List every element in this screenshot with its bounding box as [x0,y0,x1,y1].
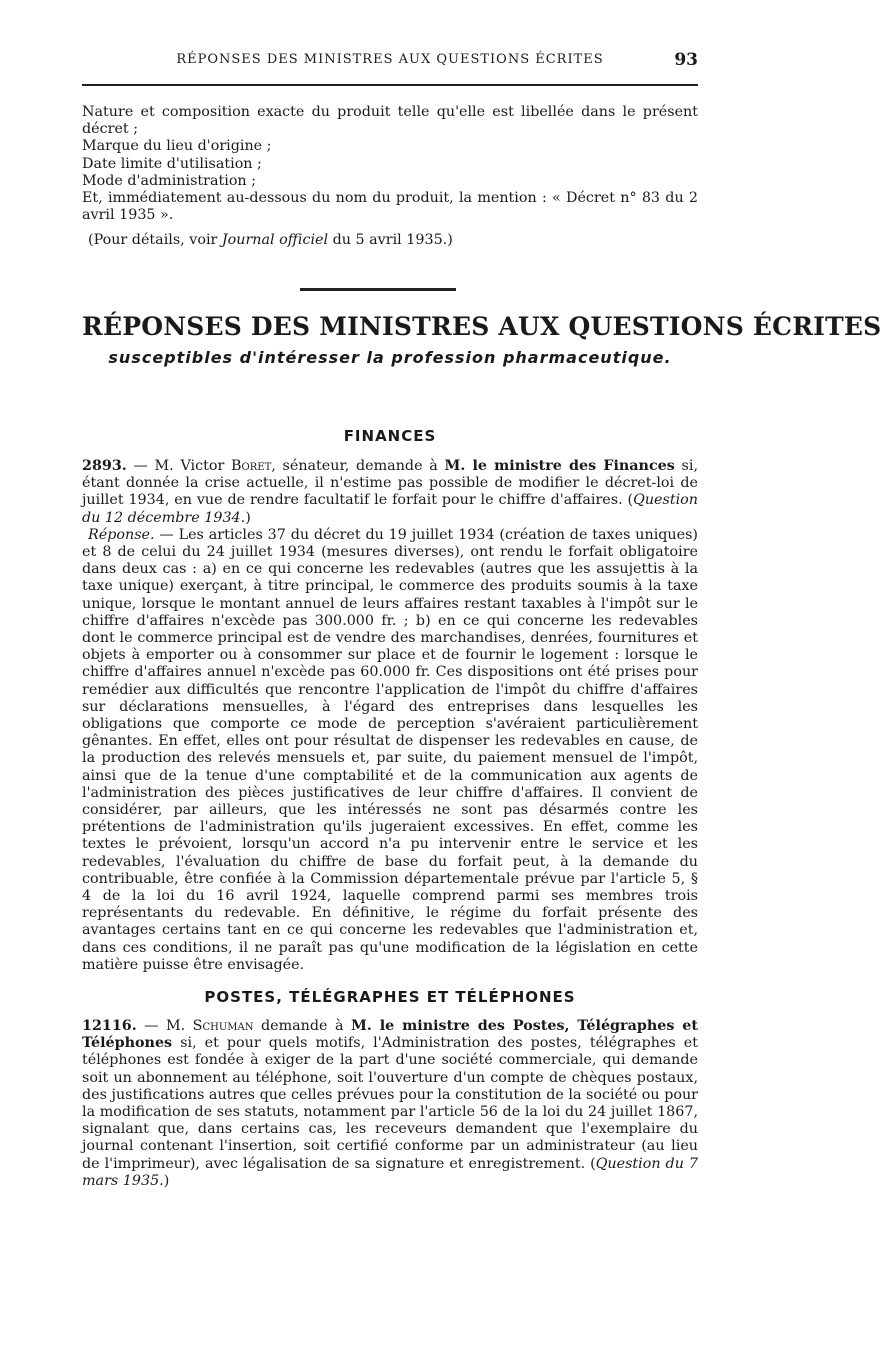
intro-line-5: Et, immédiatement au-dessous du nom du produit, la mention : « Décret n° 83 du 2 avril 1935 ». [82,190,698,224]
page-subtitle: susceptibles d'intéresser la profession pharmaceutique. [108,348,672,367]
section-divider [300,288,456,291]
heading-postes: POSTES, TÉLÉGRAPHES ET TÉLÉPHONES [204,988,576,1006]
intro-line-3: Date limite d'utilisation ; [82,155,262,172]
intro-list [82,104,698,250]
question-12116: 12116. — M. Schuman demande à M. le ministre des Postes, Télégraphes et Téléphones si, et pour quels motifs, l'Administration des postes, télégraphes et téléphones est fondée à exiger de la part d'une société commerciale, qui demande soit un abonnement au téléphone, soit l'ouverture d'un compte de chèques postaux, des justifications autres que celles prévues pour la constitution de la société ou pour la modification de ses statuts, notamment par l'article 56 de la loi du 24 juillet 1867, signalant que, dans certains cas, les receveurs demandent que l'exemplaire du journal contenant l'insertion, soit certifié conforme par un administrateur (au lieu de l'imprimeur), avec légalisation de sa signature et enregistrement. (Question du 7 mars 1935.) [82,1018,698,1189]
intro-line-2: Marque du lieu d'origine ; [82,138,272,155]
page-title: RÉPONSES DES MINISTRES AUX QUESTIONS ÉCRITES [82,312,881,341]
page-number: 93 [674,50,698,70]
intro-reference: (Pour détails, voir Journal officiel du 5 avril 1935.) [88,232,453,249]
answer-2893: Réponse. — Les articles 37 du décret du 19 juillet 1934 (création de taxes uniques) et 8 de celui du 24 juillet 1934 (mesures diverses), ont rendu le forfait obligatoire dans deux cas : a) en ce qui concerne les redevables (autres que les assujettis à la taxe unique) exerçant, à titre principal, le commerce des produits soumis à la taxe unique, lorsque le montant annuel de leurs affaires restant taxables à l'impôt sur le chiffre d'affaires n'excède pas 300.000 fr. ; b) en ce qui concerne les redevables dont le commerce principal est de vendre des marchandises, denrées, fournitures et objets à emporter ou à consommer sur place et de fournir le logement : lorsque le chiffre d'affaires annuel n'excède pas 60.000 fr. Ces dispositions ont été prises pour remédier aux difficultés que rencontre l'application de l'impôt du chiffre d'affaires sur déclarations mensuelles, à l'égard des entreprises dans lesquelles les obligations que comporte ce mode de perception s'avéraient particulièrement gênantes. En effet, elles ont pour résultat de dispenser les redevables en cause, de la production des relevés mensuels et, par suite, du paiement mensuel de l'impôt, ainsi que de la tenue d'une comptabilité et de la communication aux agents de l'administration des pièces justificatives de leur chiffre d'affaires. Il convient de considérer, par ailleurs, que les intéressés ne sont pas désarmés contre les prétentions de l'administration qu'ils jugeraient excessives. En effet, comme les textes le prévoient, lorsqu'un accord n'a pu intervenir entre le service et les redevables, l'évaluation du chiffre de base du forfait peut, à la demande du contribuable, être confiée à la Commission départementale prévue par l'article 5, § 4 de la loi du 16 avril 1924, laquelle comprend parmi ses membres trois représentants du redevable. En définitive, le régime du forfait présente des avantages certains tant en ce qui concerne les redevables que l'administration et, dans ces conditions, il ne paraît pas qu'une modification de la législation en cette matière puisse être envisagée. [82,526,698,973]
finances-section [82,458,698,974]
question-2893: 2893. — M. Victor Boret, sénateur, demande à M. le ministre des Finances si, étant donnée la crise actuelle, il n'estime pas possible de modifier le décret-loi de juillet 1934, en vue de rendre facultatif le forfait pour le chiffre d'affaires. (Question du 12 décembre 1934.) [82,458,698,526]
intro-line-4: Mode d'administration ; [82,172,257,189]
intro-line-1: Nature et composition exacte du produit telle qu'elle est libellée dans le présent décret ; [82,104,698,138]
header-rule [82,84,698,86]
running-header [82,50,698,74]
heading-finances: FINANCES [343,427,437,445]
postes-section [82,1018,698,1190]
running-title: RÉPONSES DES MINISTRES AUX QUESTIONS ÉCRITES [176,52,604,67]
